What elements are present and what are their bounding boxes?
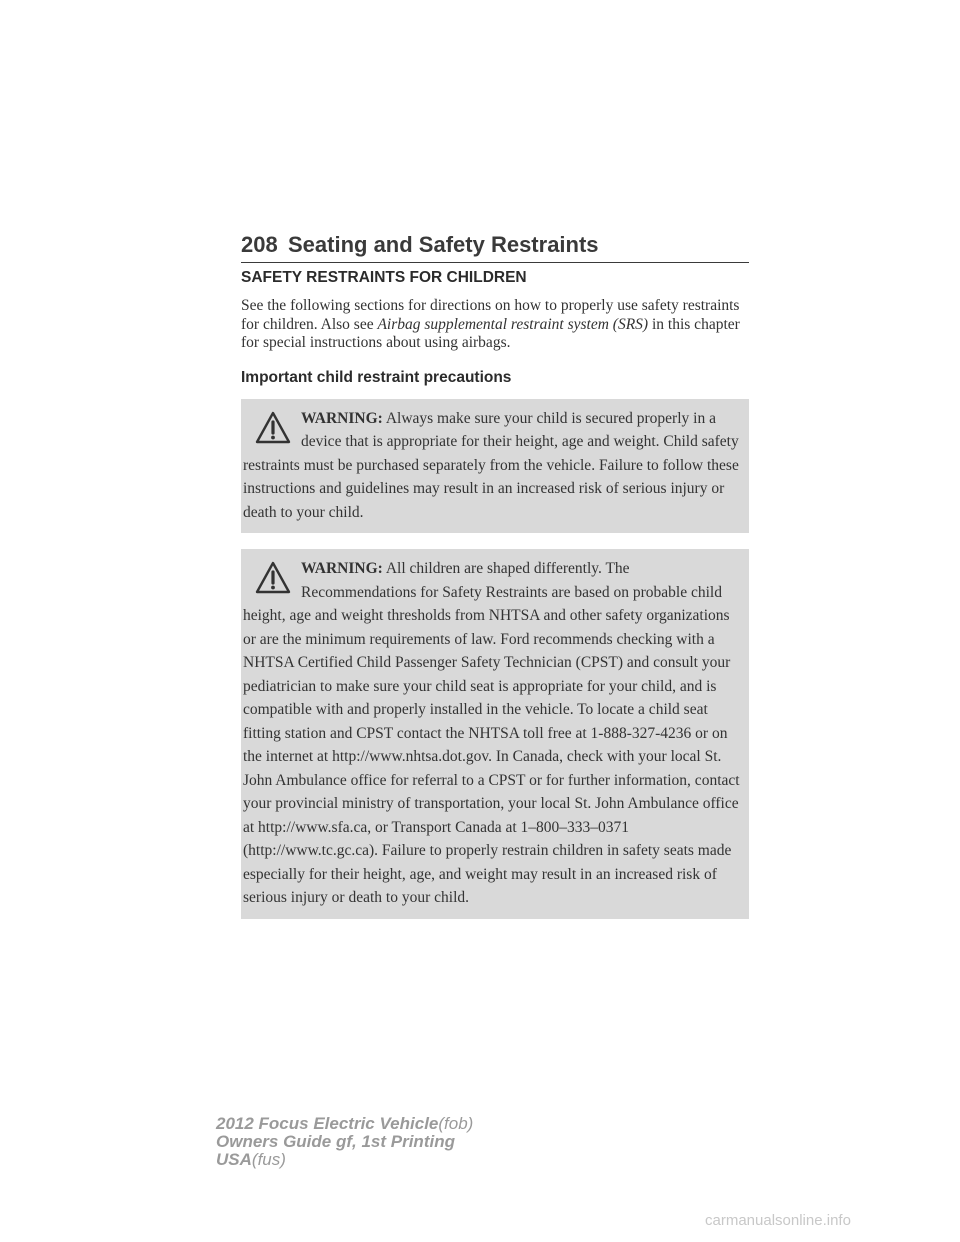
site-watermark: carmanualsonline.info <box>705 1212 851 1229</box>
document-footer <box>216 1115 473 1169</box>
footer-line-vehicle <box>216 1115 473 1133</box>
warning-label: WARNING: <box>301 409 383 427</box>
footer-guide-name: Owners Guide gf, 1st Printing <box>216 1132 455 1151</box>
warning-label: WARNING: <box>301 560 383 577</box>
warning-triangle-icon <box>255 411 291 445</box>
footer-line-guide <box>216 1133 473 1151</box>
footer-vehicle-name: 2012 Focus Electric Vehicle <box>216 1114 439 1133</box>
intro-text-after: in this chapter for special instructions about using airbags. <box>241 315 740 351</box>
intro-paragraph <box>241 297 749 353</box>
intro-text-before: See the following sections for directions on how to properly use safety restraints for children. Also see <box>241 297 740 333</box>
footer-market-code: (fus) <box>251 1150 286 1169</box>
section-heading: SAFETY RESTRAINTS FOR CHILDREN <box>241 269 527 286</box>
chapter-title: Seating and Safety Restraints <box>288 232 599 257</box>
footer-vehicle-code: (fob) <box>438 1114 474 1133</box>
warning-text: Always make sure your child is secured properly in a device that is appropriate for their height, age and weight. Child safety restraints must be purchased separately from the vehicle. Failure to follow these instructions and guidelines may result in an increased risk of serious injury or death to your child. <box>243 409 739 521</box>
page-number: 208 <box>241 232 278 257</box>
footer-line-market <box>216 1151 473 1169</box>
warning-triangle-icon <box>255 561 291 595</box>
page-header <box>241 226 749 263</box>
warning-box-2 <box>241 549 749 919</box>
airbag-section-reference: Airbag supplemental restraint system (SRS) <box>377 315 649 333</box>
precautions-heading: Important child restraint precautions <box>241 368 512 386</box>
warning-text: All children are shaped differently. The Recommendations for Safety Restraints are based on probable child height, age and weight thresholds from NHTSA and other safety organizations or are the minimum requirements of law. Ford recommends checking with a NHTSA Certified Child Passenger Safety Technician (CPST) and consult your pediatrician to make sure your child seat is appropriate for your child, and is compatible with and properly installed in the vehicle. To locate a child seat fitting station and CPST contact the NHTSA toll free at 1-888-327-4236 or on the internet at http://www.nhtsa.dot.gov. In Canada, check with your local St. John Ambulance office for referral to a CPST or for further information, contact your provincial ministry of transportation, your local St. John Ambulance office at http://www.sfa.ca, or Transport Canada at 1–800–333–0371 (http://www.tc.gc.ca). Failure to properly restrain children in safety seats made especially for their height, age, and weight may result in an increased risk of serious injury or death to your child. <box>243 560 740 906</box>
footer-market-name: USA <box>216 1150 252 1169</box>
warning-box-1 <box>241 399 749 534</box>
page-content <box>241 268 749 935</box>
